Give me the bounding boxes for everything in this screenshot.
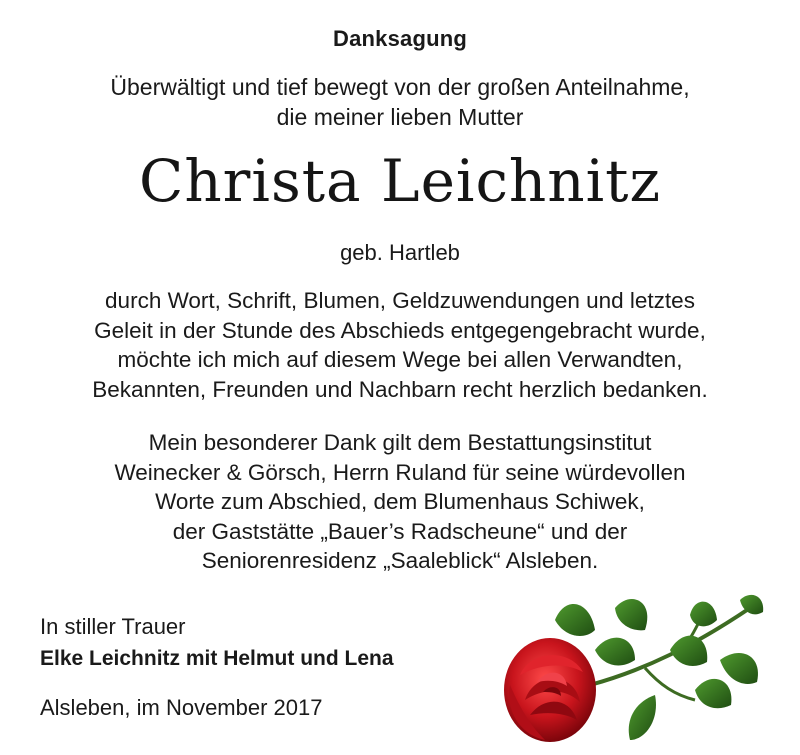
red-rose-icon bbox=[495, 590, 795, 750]
notice-title: Danksagung bbox=[332, 26, 468, 51]
family-signature: Elke Leichnitz mit Helmut und Lena bbox=[40, 647, 394, 670]
paragraph-line: Bekannten, Freunden und Nachbarn recht herzlich bedanken. bbox=[92, 376, 708, 402]
paragraph-line: Mein besonderer Dank gilt dem Bestattungsinstitut bbox=[148, 430, 652, 455]
mourning-line: In stiller Trauer bbox=[40, 614, 186, 639]
intro-line: die meiner lieben Mutter bbox=[276, 104, 524, 130]
paragraph-line: Geleit in der Stunde des Abschieds entgegengebracht wurde, bbox=[94, 317, 706, 343]
place-and-date: Alsleben, im November 2017 bbox=[40, 695, 323, 720]
deceased-name: Christa Leichnitz bbox=[138, 147, 662, 215]
thanks-paragraph bbox=[0, 286, 800, 404]
special-thanks-paragraph bbox=[0, 428, 800, 576]
paragraph-line: möchte ich mich auf diesem Wege bei allen Verwandten, bbox=[117, 347, 683, 372]
intro-text bbox=[0, 72, 800, 132]
paragraph-line: durch Wort, Schrift, Blumen, Geldzuwendungen und letztes bbox=[105, 288, 695, 313]
paragraph-line: Worte zum Abschied, dem Blumenhaus Schiwek, bbox=[155, 489, 645, 514]
intro-line: Überwältigt und tief bewegt von der großen Anteilnahme, bbox=[110, 74, 690, 100]
maiden-name: geb. Hartleb bbox=[340, 240, 460, 265]
paragraph-line: Weinecker & Görsch, Herrn Ruland für seine würdevollen bbox=[114, 459, 686, 485]
paragraph-line: der Gaststätte „Bauer’s Radscheune“ und der bbox=[172, 518, 628, 544]
paragraph-line: Seniorenresidenz „Saaleblick“ Alsleben. bbox=[201, 548, 599, 573]
